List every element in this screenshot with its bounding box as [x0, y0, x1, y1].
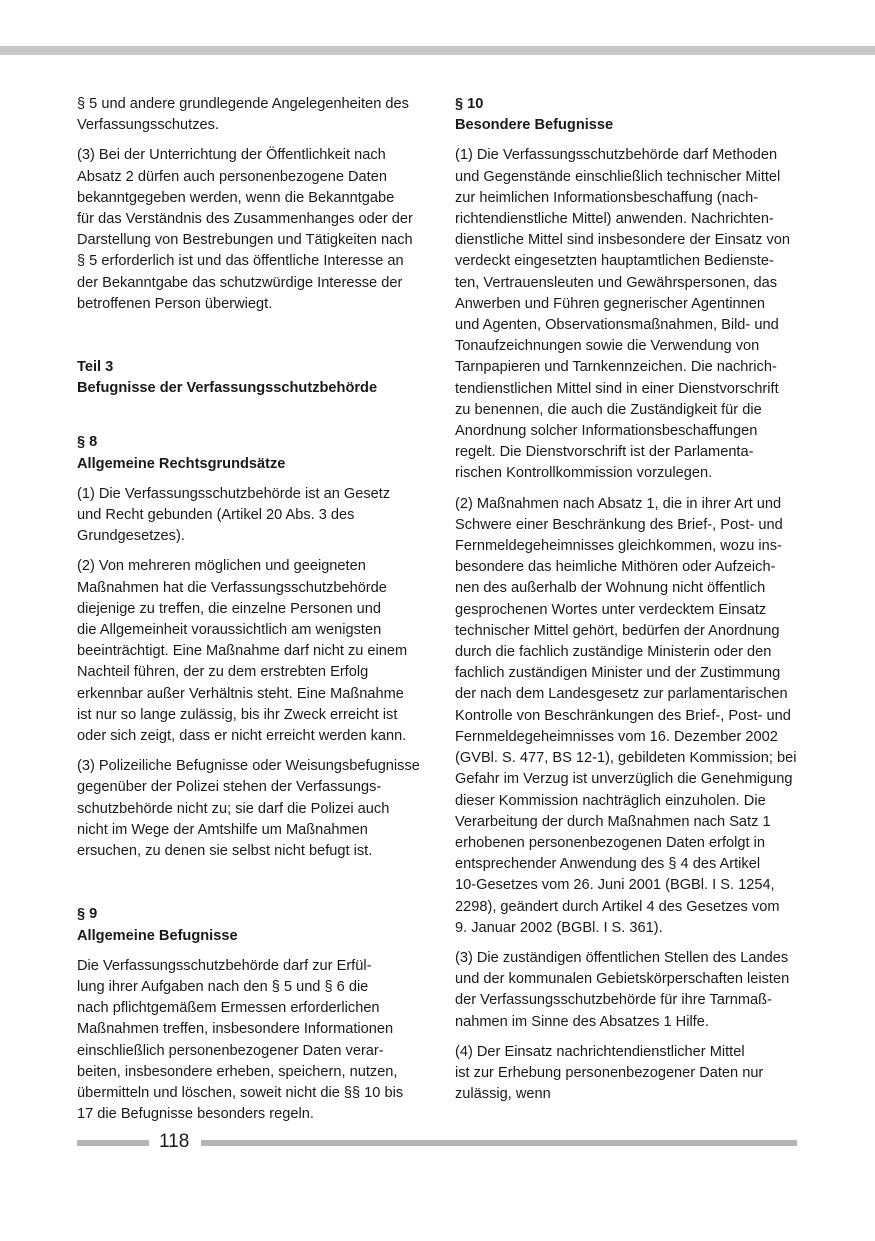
- text-line: Anwerben und Führen gegnerischer Agentinnen: [455, 295, 765, 312]
- text-line: (3) Polizeiliche Befugnisse oder Weisungsbefugnisse: [77, 758, 420, 775]
- text-line: § 9: [77, 906, 98, 923]
- text-line: lung ihrer Aufgaben nach den § 5 und § 6 die: [77, 978, 369, 995]
- text-line: und der kommunalen Gebietskörperschaften leisten: [455, 971, 790, 988]
- text-line: gegenüber der Polizei stehen der Verfassungs-: [77, 779, 382, 796]
- text-line: und Gegenstände einschließlich technischer Mittel: [455, 168, 781, 185]
- text-line: richtendienstliche Mittel) anwenden. Nachrichten-: [455, 211, 774, 228]
- text-line: Fernmeldegeheimnisses vom 16. Dezember 2002: [455, 728, 778, 745]
- text-line: zu benennen, die auch die Zuständigkeit für die: [455, 401, 762, 418]
- text-line: Absatz 2 dürfen auch personenbezogene Daten: [77, 168, 387, 185]
- text-line: diejenige zu treffen, die einzelne Personen und: [77, 600, 381, 617]
- text-line: (4) Der Einsatz nachrichtendienstlicher Mittel: [455, 1043, 745, 1060]
- text-line: oder sich zeigt, dass er nicht erreicht werden kann.: [77, 728, 407, 745]
- text-line: (2) Von mehreren möglichen und geeigneten: [77, 558, 366, 575]
- text-line: übermitteln und löschen, soweit nicht die §§ 10 bis: [77, 1084, 404, 1101]
- text-line: nahmen im Sinne des Absatzes 1 Hilfe.: [455, 1013, 709, 1030]
- text-line: Schwere einer Beschränkung des Brief-, Post- und: [455, 516, 783, 533]
- text-line: zulässig, wenn: [455, 1086, 551, 1103]
- left-column: [77, 94, 422, 1134]
- text-line: dieser Kommission nachträglich einzuholen. Die: [455, 792, 766, 809]
- text-line: § 5 erforderlich ist und das öffentliche Interesse an: [77, 253, 404, 270]
- section-10-paragraph-1: [455, 145, 803, 484]
- text-line: (1) Die Verfassungsschutzbehörde darf Methoden: [455, 147, 778, 164]
- text-line: Tonaufzeichnungen sowie die Verwendung von: [455, 338, 760, 355]
- text-line: der nach dem Landesgesetz zur parlamentarischen: [455, 686, 788, 703]
- right-column: [455, 94, 803, 1114]
- text-line: durch die fachlich zuständige Ministerin oder den: [455, 644, 772, 661]
- text-line: Befugnisse der Verfassungsschutzbehörde: [77, 380, 378, 397]
- text-line: Maßnahmen treffen, insbesondere Informationen: [77, 1021, 394, 1038]
- text-line: beeinträchtigt. Eine Maßnahme darf nicht zu einem: [77, 643, 408, 660]
- section-10-heading: [455, 94, 803, 136]
- text-line: Anordnung solcher Informationsbeschaffungen: [455, 423, 758, 440]
- text-line: ist nur so lange zulässig, bis ihr Zweck erreicht ist: [77, 706, 398, 723]
- text-line: Verfassungsschutzes.: [77, 117, 219, 134]
- text-line: ist zur Erhebung personenbezogener Daten nur: [455, 1064, 764, 1081]
- text-line: gesprochenen Wortes unter verdecktem Einsatz: [455, 601, 767, 618]
- footer-rule-right: [201, 1140, 797, 1146]
- text-line: Gefahr im Verzug ist unverzüglich die Genehmigung: [455, 771, 793, 788]
- section-9-heading: [77, 904, 422, 946]
- text-line: fachlich zuständigen Minister und der Zustimmung: [455, 665, 781, 682]
- text-line: Maßnahmen hat die Verfassungsschutzbehörde: [77, 579, 387, 596]
- text-line: Besondere Befugnisse: [455, 117, 614, 134]
- text-line: betroffenen Person überwiegt.: [77, 295, 273, 312]
- text-line: (2) Maßnahmen nach Absatz 1, die in ihrer Art und: [455, 495, 782, 512]
- text-line: (3) Die zuständigen öffentlichen Stellen des Landes: [455, 949, 789, 966]
- section-8-heading: [77, 432, 422, 474]
- text-line: die Allgemeinheit voraussichtlich am wenigsten: [77, 622, 382, 639]
- text-line: Darstellung von Bestrebungen und Tätigkeiten nach: [77, 232, 413, 249]
- text-line: (3) Bei der Unterrichtung der Öffentlichkeit nach: [77, 147, 386, 164]
- text-line: dienstliche Mittel sind insbesondere der Einsatz von: [455, 232, 791, 249]
- text-line: nicht im Wege der Amtshilfe um Maßnahmen: [77, 821, 368, 838]
- text-line: Grundgesetzes).: [77, 528, 185, 545]
- text-line: 9. Januar 2002 (BGBl. I S. 361).: [455, 919, 663, 936]
- text-line: beiten, insbesondere erheben, speichern, nutzen,: [77, 1063, 398, 1080]
- text-line: ersuchen, zu denen sie selbst nicht befugt ist.: [77, 843, 373, 860]
- text-line: zur heimlichen Informationsbeschaffung (nach-: [455, 189, 759, 206]
- text-line: und Recht gebunden (Artikel 20 Abs. 3 des: [77, 507, 355, 524]
- text-line: für das Verständnis des Zusammenhanges oder der: [77, 211, 413, 228]
- text-line: einschließlich personenbezogener Daten verar-: [77, 1042, 384, 1059]
- text-line: erkennbar außer Verhältnis steht. Eine Maßnahme: [77, 685, 404, 702]
- text-line: erhobenen personenbezogenen Daten erfolgt in: [455, 834, 765, 851]
- text-line: technischer Mittel gehört, bedürfen der Anordnung: [455, 622, 780, 639]
- text-line: der Bekanntgabe das schutzwürdige Interesse der: [77, 274, 403, 291]
- text-line: der Verfassungsschutzbehörde für ihre Tarnmaß-: [455, 992, 772, 1009]
- text-line: (1) Die Verfassungsschutzbehörde ist an Gesetz: [77, 485, 391, 502]
- text-line: ten, Vertrauensleuten und Gewährspersonen, das: [455, 274, 778, 291]
- section-9-paragraph-1: [77, 956, 422, 1126]
- text-line: § 5 und andere grundlegende Angelegenheiten des: [77, 96, 409, 112]
- section-8-paragraph-3: [77, 756, 422, 862]
- text-line: tendienstlichen Mittel sind in einer Dienstvorschrift: [455, 380, 779, 397]
- text-line: Allgemeine Befugnisse: [77, 927, 238, 944]
- text-line: nen des außerhalb der Wohnung nicht öffentlich: [455, 580, 766, 597]
- text-line: schutzbehörde nicht zu; sie darf die Polizei auch: [77, 800, 390, 817]
- text-line: Fernmeldegeheimnisses gleichkommen, wozu ins-: [455, 538, 782, 555]
- paragraph-7-3: [77, 145, 422, 315]
- text-line: 17 die Befugnisse besonders regeln.: [77, 1106, 314, 1123]
- text-line: regelt. Die Dienstvorschrift ist der Parlamenta-: [455, 444, 754, 461]
- text-line: 10-Gesetzes vom 26. Juni 2001 (BGBl. I S. 1254,: [455, 877, 775, 894]
- section-8-paragraph-2: [77, 556, 422, 747]
- text-line: nach pflichtgemäßem Ermessen erforderlichen: [77, 1000, 380, 1017]
- text-line: Teil 3: [77, 359, 114, 376]
- section-10-paragraph-2: [455, 494, 803, 939]
- text-line: besondere das heimliche Mithören oder Aufzeich-: [455, 559, 776, 576]
- footer-rule-left: [77, 1140, 149, 1146]
- page-number: 118: [159, 1131, 190, 1152]
- text-line: entsprechender Anwendung des § 4 des Artikel: [455, 856, 761, 873]
- text-line: verdeckt eingesetzten hauptamtlichen Bedienste-: [455, 253, 774, 270]
- section-10-paragraph-3: [455, 948, 803, 1033]
- text-line: 2298), geändert durch Artikel 4 des Gesetzes vom: [455, 898, 780, 915]
- paragraph-continuation: [77, 94, 422, 136]
- text-line: § 8: [77, 434, 98, 451]
- text-line: Kontrolle von Beschränkungen des Brief-, Post- und: [455, 707, 791, 724]
- text-line: Nachteil führen, der zu dem erstrebten Erfolg: [77, 664, 369, 681]
- text-line: bekanntgegeben werden, wenn die Bekanntgabe: [77, 189, 395, 206]
- text-line: Tarnpapieren und Tarnkennzeichen. Die nachrich-: [455, 359, 777, 376]
- text-line: rischen Kontrollkommission vorzulegen.: [455, 465, 713, 482]
- section-10-paragraph-4: [455, 1042, 803, 1106]
- text-line: Allgemeine Rechtsgrundsätze: [77, 455, 286, 472]
- text-line: Verarbeitung der durch Maßnahmen nach Satz 1: [455, 813, 771, 830]
- text-line: § 10: [455, 96, 484, 112]
- header-rule: [0, 46, 875, 55]
- text-line: Die Verfassungsschutzbehörde darf zur Erfül-: [77, 957, 372, 974]
- part-3-heading: [77, 357, 422, 399]
- text-line: (GVBl. S. 477, BS 12-1), gebildeten Kommission; bei: [455, 750, 797, 767]
- section-8-paragraph-1: [77, 484, 422, 548]
- text-line: und Agenten, Observationsmaßnahmen, Bild- und: [455, 317, 779, 334]
